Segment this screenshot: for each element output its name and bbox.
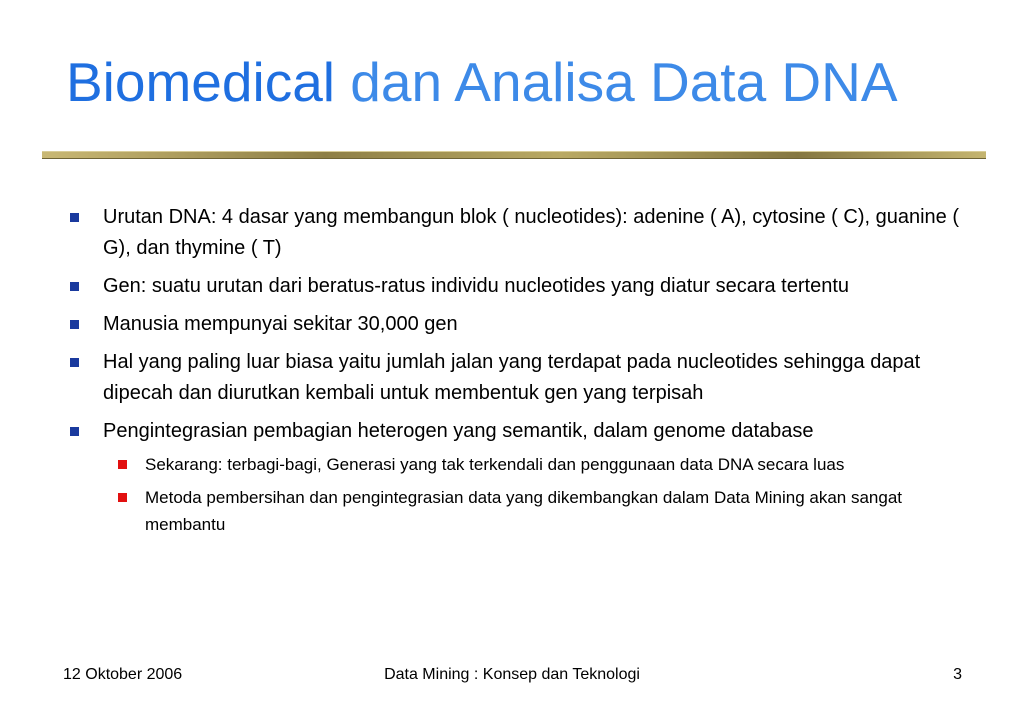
bullet-item: [68, 347, 968, 409]
slide-title-part2: dan Analisa Data DNA: [350, 51, 898, 113]
square-bullet-icon: [70, 427, 79, 436]
bullet-text: Urutan DNA: 4 dasar yang membangun blok ( nucleotides): adenine ( A), cytosine ( C), guanine ( G), dan thymine ( T): [103, 206, 959, 259]
title-divider: [42, 151, 986, 159]
sub-bullet-item: [68, 451, 968, 478]
red-square-bullet-icon: [118, 493, 127, 502]
sub-bullet-text: Sekarang: terbagi-bagi, Generasi yang tak terkendali dan penggunaan data DNA secara luas: [145, 455, 845, 474]
slide-content: [68, 202, 968, 544]
bullet-text: Hal yang paling luar biasa yaitu jumlah jalan yang terdapat pada nucleotides sehingga dapat dipecah dan diurutkan kembali untuk membentuk gen yang terpisah: [103, 351, 921, 404]
sub-bullet-item: [68, 484, 968, 538]
bullet-item: [68, 271, 968, 302]
slide-title-part1: Biomedical: [66, 51, 336, 113]
square-bullet-icon: [70, 282, 79, 291]
slide-title: [66, 52, 898, 113]
bullet-item: [68, 416, 968, 447]
footer-date: 12 Oktober 2006: [63, 666, 183, 683]
footer-page-number: 3: [953, 666, 962, 683]
bullet-item: [68, 309, 968, 340]
bullet-item: [68, 202, 968, 264]
square-bullet-icon: [70, 358, 79, 367]
square-bullet-icon: [70, 320, 79, 329]
footer-course: Data Mining : Konsep dan Teknologi: [384, 666, 640, 683]
bullet-text: Manusia mempunyai sekitar 30,000 gen: [103, 313, 458, 335]
bullet-text: Pengintegrasian pembagian heterogen yang semantik, dalam genome database: [103, 420, 814, 442]
bullet-text: Gen: suatu urutan dari beratus-ratus individu nucleotides yang diatur secara tertentu: [103, 275, 849, 297]
sub-bullet-text: Metoda pembersihan dan pengintegrasian data yang dikembangkan dalam Data Mining akan sangat membantu: [145, 488, 903, 534]
square-bullet-icon: [70, 213, 79, 222]
red-square-bullet-icon: [118, 460, 127, 469]
